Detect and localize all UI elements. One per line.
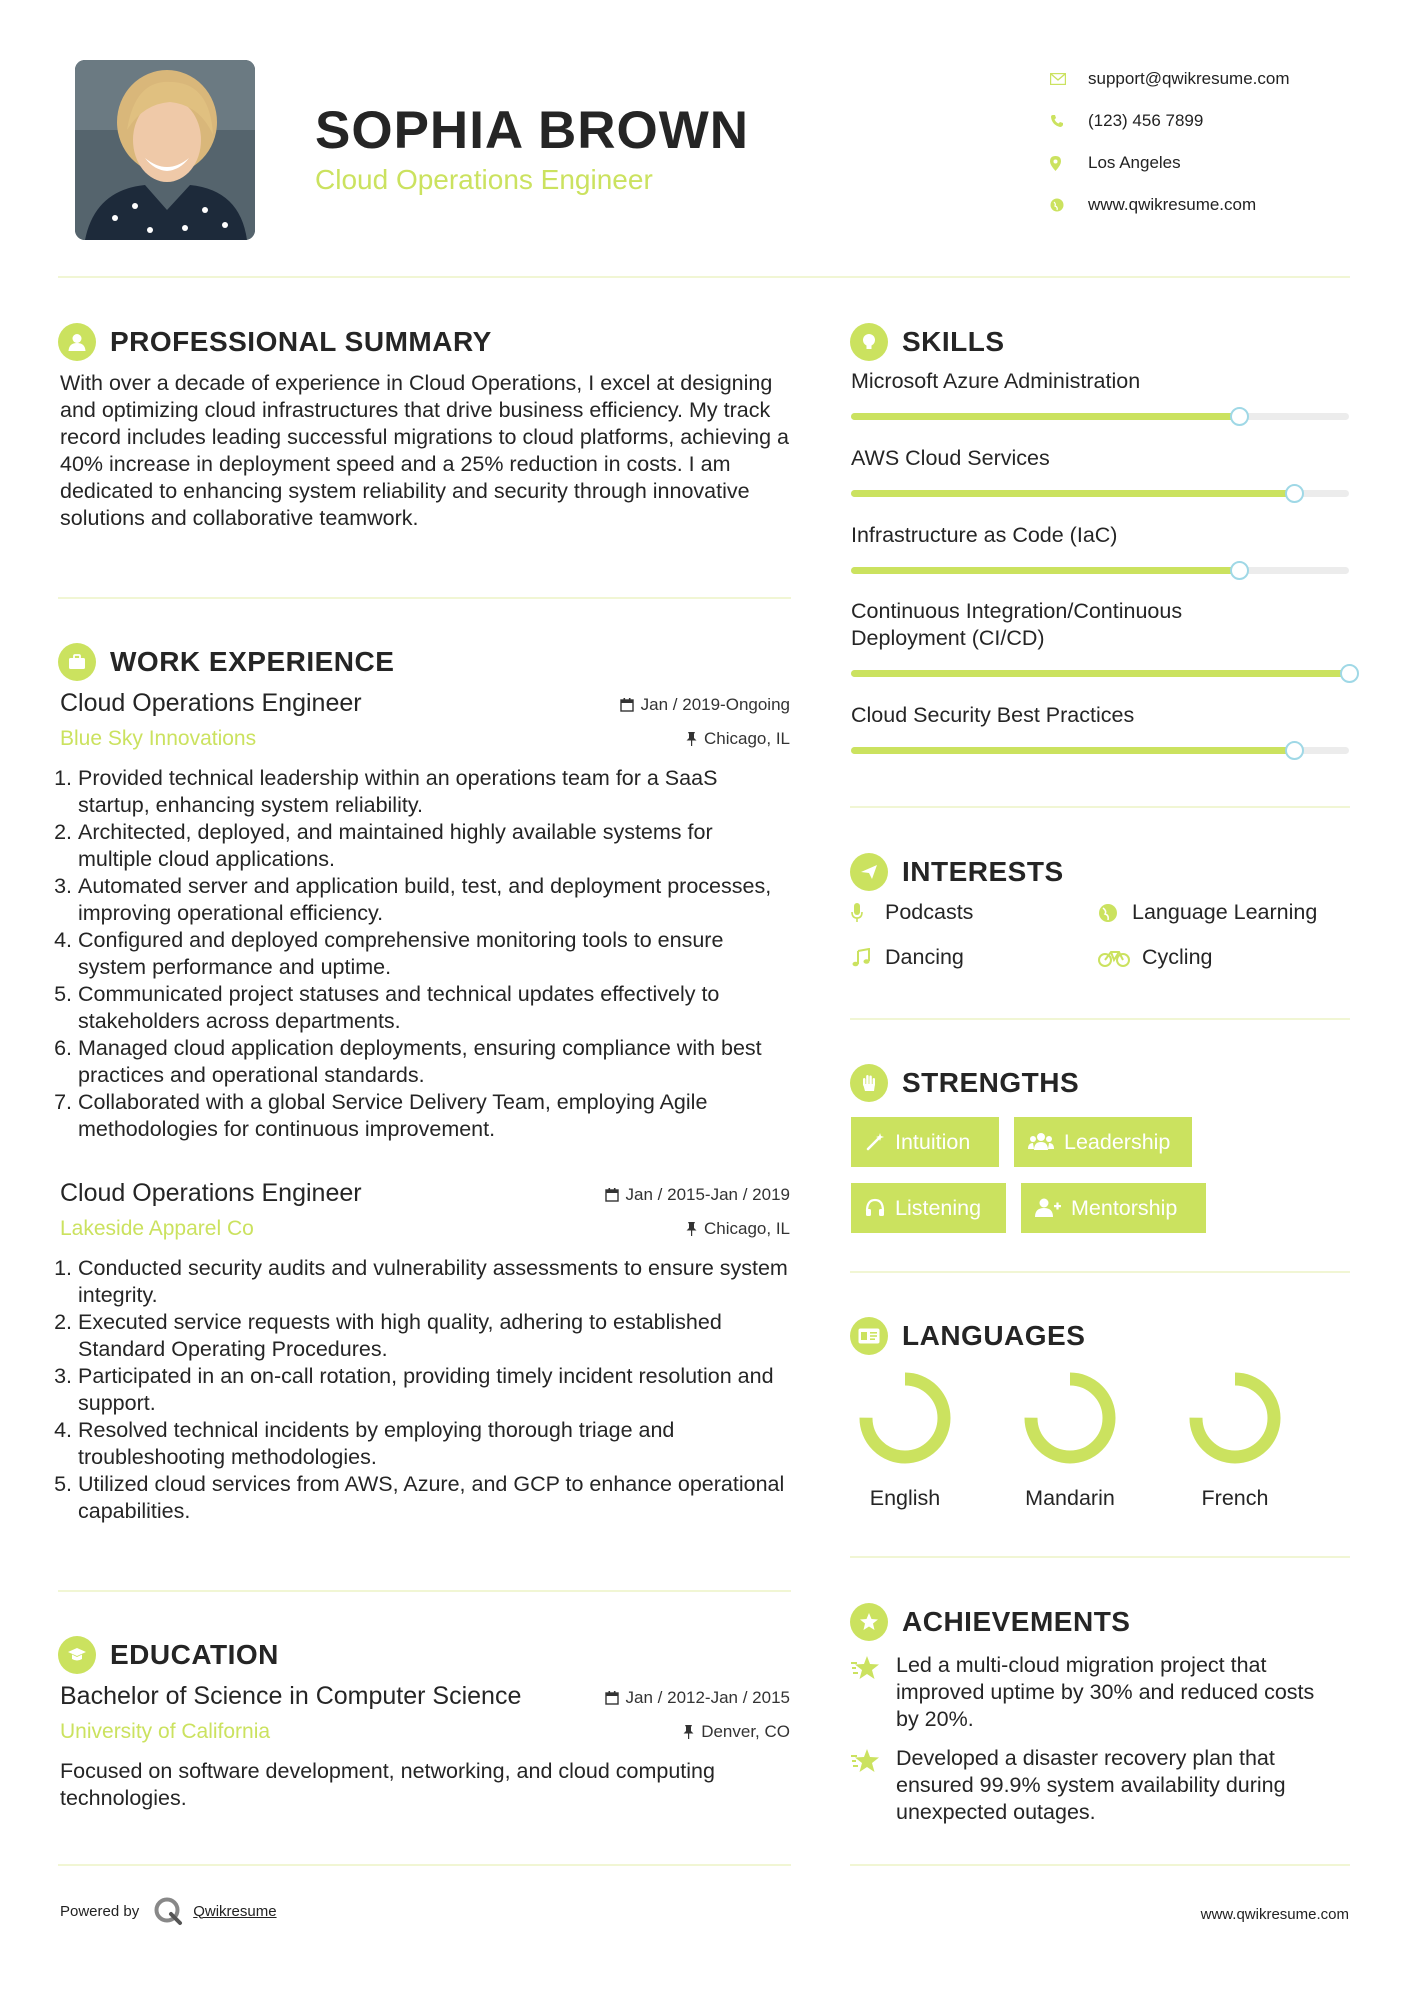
interest-label: Dancing: [885, 945, 964, 969]
contact-location-text: Los Angeles: [1088, 153, 1181, 172]
pushpin-icon: [686, 732, 697, 746]
skill-name: Continuous Integration/Continuous Deployment (CI/CD): [851, 599, 1183, 650]
achievement-item: [851, 1652, 1341, 1733]
job-location-text: Chicago, IL: [704, 1219, 790, 1238]
interest-item: [851, 945, 964, 970]
achievement-text: Led a multi-cloud migration project that improved uptime by 30% and reduced costs by 20%.: [896, 1653, 1315, 1731]
duty-item: 1. Provided technical leadership within an operations team for a SaaS startup, enhancing system reliability.: [78, 765, 790, 819]
experience-divider: [58, 1590, 791, 1592]
star-badge-icon: [850, 1603, 888, 1641]
experience-title: WORK EXPERIENCE: [110, 646, 395, 677]
contact-location: [1050, 142, 1290, 184]
strengths-divider: [850, 1271, 1350, 1273]
school-name: University of California: [60, 1720, 271, 1743]
duty-item: 5. Communicated project statuses and technical updates effectively to stakeholders across departments.: [78, 981, 790, 1035]
language-card-icon: [850, 1317, 888, 1355]
phone-icon: [1050, 114, 1088, 128]
job-entry-2: [60, 1179, 790, 1525]
interest-label: Language Learning: [1132, 900, 1318, 924]
strengths-heading: [850, 1064, 1079, 1102]
achievements-heading: [850, 1603, 1130, 1641]
hand-icon: [850, 1064, 888, 1102]
language-ring-arc: [1196, 1379, 1274, 1457]
duty-item: 5. Utilized cloud services from AWS, Azure, and GCP to enhance operational capabilities.: [78, 1471, 790, 1525]
skill-bar-fill: [851, 670, 1349, 677]
strength-label: Listening: [895, 1195, 982, 1220]
skill-item: [851, 445, 1349, 522]
achievements-title: ACHIEVEMENTS: [902, 1606, 1131, 1637]
job-duties: [60, 765, 790, 1143]
contact-email[interactable]: [1050, 58, 1290, 100]
duty-item: 7. Collaborated with a global Service Delivery Team, employing Agile methodologies for continuous improvement.: [78, 1089, 790, 1143]
contact-email-text: support@qwikresume.com: [1088, 69, 1290, 88]
paper-plane-icon: [850, 853, 888, 891]
calendar-icon: [605, 1188, 619, 1202]
skill-bar: [851, 670, 1349, 677]
education-heading: [58, 1636, 279, 1674]
duty-item: 1. Conducted security audits and vulnerability assessments to ensure system integrity.: [78, 1255, 790, 1309]
strength-badge: [851, 1183, 1006, 1233]
skill-item: [851, 368, 1349, 445]
language-item: [1000, 1370, 1140, 1511]
contact-info: [1050, 58, 1290, 226]
summary-text: With over a decade of experience in Cloud Operations, I excel at designing and optimizing cloud infrastructures that drive business efficiency. My track record includes leading successful migrations to cloud platforms, achieving a 40% increase in deployment speed and a 25% reduction in costs. I am dedicated to enhancing system reliability and security through innovative solutions and collaborative teamwork.: [60, 371, 789, 530]
duty-item: 4. Resolved technical incidents by employing thorough triage and troubleshooting methodologies.: [78, 1417, 790, 1471]
education-divider: [58, 1864, 791, 1866]
job-location: [686, 729, 790, 749]
profile-photo: [75, 60, 255, 240]
language-ring: [857, 1370, 953, 1466]
globe-icon: [1050, 198, 1088, 212]
job-location: [686, 1219, 790, 1239]
music-note-icon: [851, 948, 885, 968]
summary-heading: [58, 323, 492, 361]
strength-label: Intuition: [895, 1129, 971, 1154]
skills-divider: [850, 806, 1350, 808]
interest-label: Podcasts: [885, 900, 974, 924]
headphones-icon: [865, 1198, 885, 1218]
skill-bar: [851, 747, 1349, 754]
languages-title: LANGUAGES: [902, 1320, 1086, 1351]
candidate-title: Cloud Operations Engineer: [315, 164, 653, 195]
experience-heading: [58, 643, 394, 681]
job-duties: [60, 1255, 790, 1525]
language-name: Mandarin: [1025, 1486, 1115, 1510]
skill-bar-fill: [851, 413, 1239, 420]
language-item: [1165, 1370, 1305, 1511]
duty-item: 2. Architected, deployed, and maintained highly available systems for multiple cloud applications.: [78, 819, 790, 873]
strength-badge: [1014, 1117, 1192, 1167]
skill-bar-fill: [851, 490, 1294, 497]
job-location-text: Chicago, IL: [704, 729, 790, 748]
job-entry-1: [60, 689, 790, 1143]
strengths-title: STRENGTHS: [902, 1067, 1080, 1098]
skill-bar-knob: [1285, 741, 1304, 760]
job-date-text: Jan / 2019-Ongoing: [640, 695, 790, 714]
education-location-text: Denver, CO: [701, 1722, 790, 1741]
interest-item: [1098, 945, 1213, 970]
duty-item: 3. Participated in an on-call rotation, providing timely incident resolution and support.: [78, 1363, 790, 1417]
duty-item: 3. Automated server and application build, test, and deployment processes, improving operational efficiency.: [78, 873, 790, 927]
strength-label: Leadership: [1064, 1129, 1171, 1154]
summary-title: PROFESSIONAL SUMMARY: [110, 326, 492, 357]
header-divider: [58, 276, 1350, 278]
user-plus-icon: [1035, 1198, 1061, 1218]
skill-bar-knob: [1230, 561, 1249, 580]
languages-divider: [850, 1556, 1350, 1558]
magic-wand-icon: [865, 1132, 885, 1152]
pushpin-icon: [686, 1222, 697, 1236]
duty-item: 2. Executed service requests with high quality, adhering to established Standard Operating Procedures.: [78, 1309, 790, 1363]
skill-item: [851, 702, 1349, 779]
education-date: [605, 1688, 790, 1708]
contact-phone[interactable]: [1050, 100, 1290, 142]
graduation-icon: [58, 1636, 96, 1674]
languages-heading: [850, 1317, 1085, 1355]
skill-bar: [851, 413, 1349, 420]
skill-bar-knob: [1230, 407, 1249, 426]
duty-item: 6. Managed cloud application deployments, ensuring compliance with best practices and operational standards.: [78, 1035, 790, 1089]
job-company: Lakeside Apparel Co: [60, 1217, 254, 1240]
profile-photo-image: [75, 60, 255, 240]
footer-website-link[interactable]: www.qwikresume.com: [1200, 1906, 1349, 1923]
map-pin-icon: [1050, 156, 1088, 171]
job-title: Cloud Operations Engineer: [60, 1179, 362, 1207]
education-date-text: Jan / 2012-Jan / 2015: [625, 1688, 790, 1707]
language-ring-arc: [1031, 1379, 1109, 1457]
skill-item: [851, 522, 1349, 598]
skill-bar-fill: [851, 567, 1239, 574]
language-ring: [1187, 1370, 1283, 1466]
interests-title: INTERESTS: [902, 856, 1064, 887]
interests-divider: [850, 1018, 1350, 1020]
job-company: Blue Sky Innovations: [60, 727, 257, 750]
education-location: [683, 1722, 790, 1742]
language-name: French: [1201, 1486, 1269, 1510]
skill-bar-knob: [1340, 664, 1359, 683]
skill-name: Cloud Security Best Practices: [851, 703, 1135, 727]
pushpin-icon: [683, 1725, 694, 1739]
language-item: [835, 1370, 975, 1511]
calendar-icon: [605, 1691, 619, 1705]
education-description: Focused on software development, networking, and cloud computing technologies.: [60, 1759, 715, 1810]
contact-website[interactable]: [1050, 184, 1290, 226]
calendar-icon: [620, 698, 634, 712]
microphone-icon: [851, 903, 885, 923]
strength-badge: [851, 1117, 999, 1167]
skill-name: AWS Cloud Services: [851, 446, 1050, 470]
education-entry: [60, 1682, 790, 1812]
skill-bar: [851, 490, 1349, 497]
education-title: EDUCATION: [110, 1639, 279, 1670]
skill-bar: [851, 567, 1349, 574]
achievements-divider: [850, 1864, 1350, 1866]
skill-item: [851, 598, 1349, 702]
footer-powered-by: [60, 1896, 277, 1926]
job-date-text: Jan / 2015-Jan / 2019: [625, 1185, 790, 1204]
qwikresume-logo-icon: [153, 1896, 183, 1926]
skills-heading: [850, 323, 1005, 361]
skill-name: Infrastructure as Code (IaC): [851, 523, 1118, 547]
interest-item: [1098, 900, 1317, 925]
candidate-name: SOPHIA BROWN: [315, 101, 750, 160]
users-icon: [1028, 1132, 1054, 1152]
skill-name: Microsoft Azure Administration: [851, 369, 1141, 393]
job-date: [605, 1185, 790, 1205]
job-date: [620, 695, 790, 715]
footer-brand-link[interactable]: Qwikresume: [193, 1902, 277, 1920]
interest-label: Cycling: [1142, 945, 1213, 969]
language-ring-arc: [866, 1379, 944, 1457]
powered-by-label: Powered by: [60, 1902, 140, 1920]
lightbulb-icon: [850, 323, 888, 361]
briefcase-icon: [58, 643, 96, 681]
globe-icon: [1098, 903, 1132, 923]
contact-phone-text: (123) 456 7899: [1088, 111, 1204, 130]
duty-item: 4. Configured and deployed comprehensive monitoring tools to ensure system performance and uptime.: [78, 927, 790, 981]
contact-website-text: www.qwikresume.com: [1088, 195, 1257, 214]
language-ring: [1022, 1370, 1118, 1466]
strength-badge: [1021, 1183, 1206, 1233]
achievement-item: [851, 1745, 1341, 1826]
star-icon: [851, 1745, 896, 1826]
skills-list: [851, 368, 1349, 779]
job-title: Cloud Operations Engineer: [60, 689, 362, 717]
skill-bar-fill: [851, 747, 1294, 754]
star-icon: [851, 1652, 896, 1733]
skills-title: SKILLS: [902, 326, 1005, 357]
interest-item: [851, 900, 973, 925]
bicycle-icon: [1098, 949, 1142, 967]
achievement-text: Developed a disaster recovery plan that ensured 99.9% system availability during unexpected outages.: [896, 1746, 1286, 1824]
envelope-icon: [1050, 73, 1088, 85]
degree-title: Bachelor of Science in Computer Science: [60, 1682, 522, 1710]
user-icon: [58, 323, 96, 361]
language-name: English: [869, 1486, 941, 1510]
strength-label: Mentorship: [1071, 1195, 1178, 1220]
skill-bar-knob: [1285, 484, 1304, 503]
interests-heading: [850, 853, 1064, 891]
summary-divider: [58, 597, 791, 599]
